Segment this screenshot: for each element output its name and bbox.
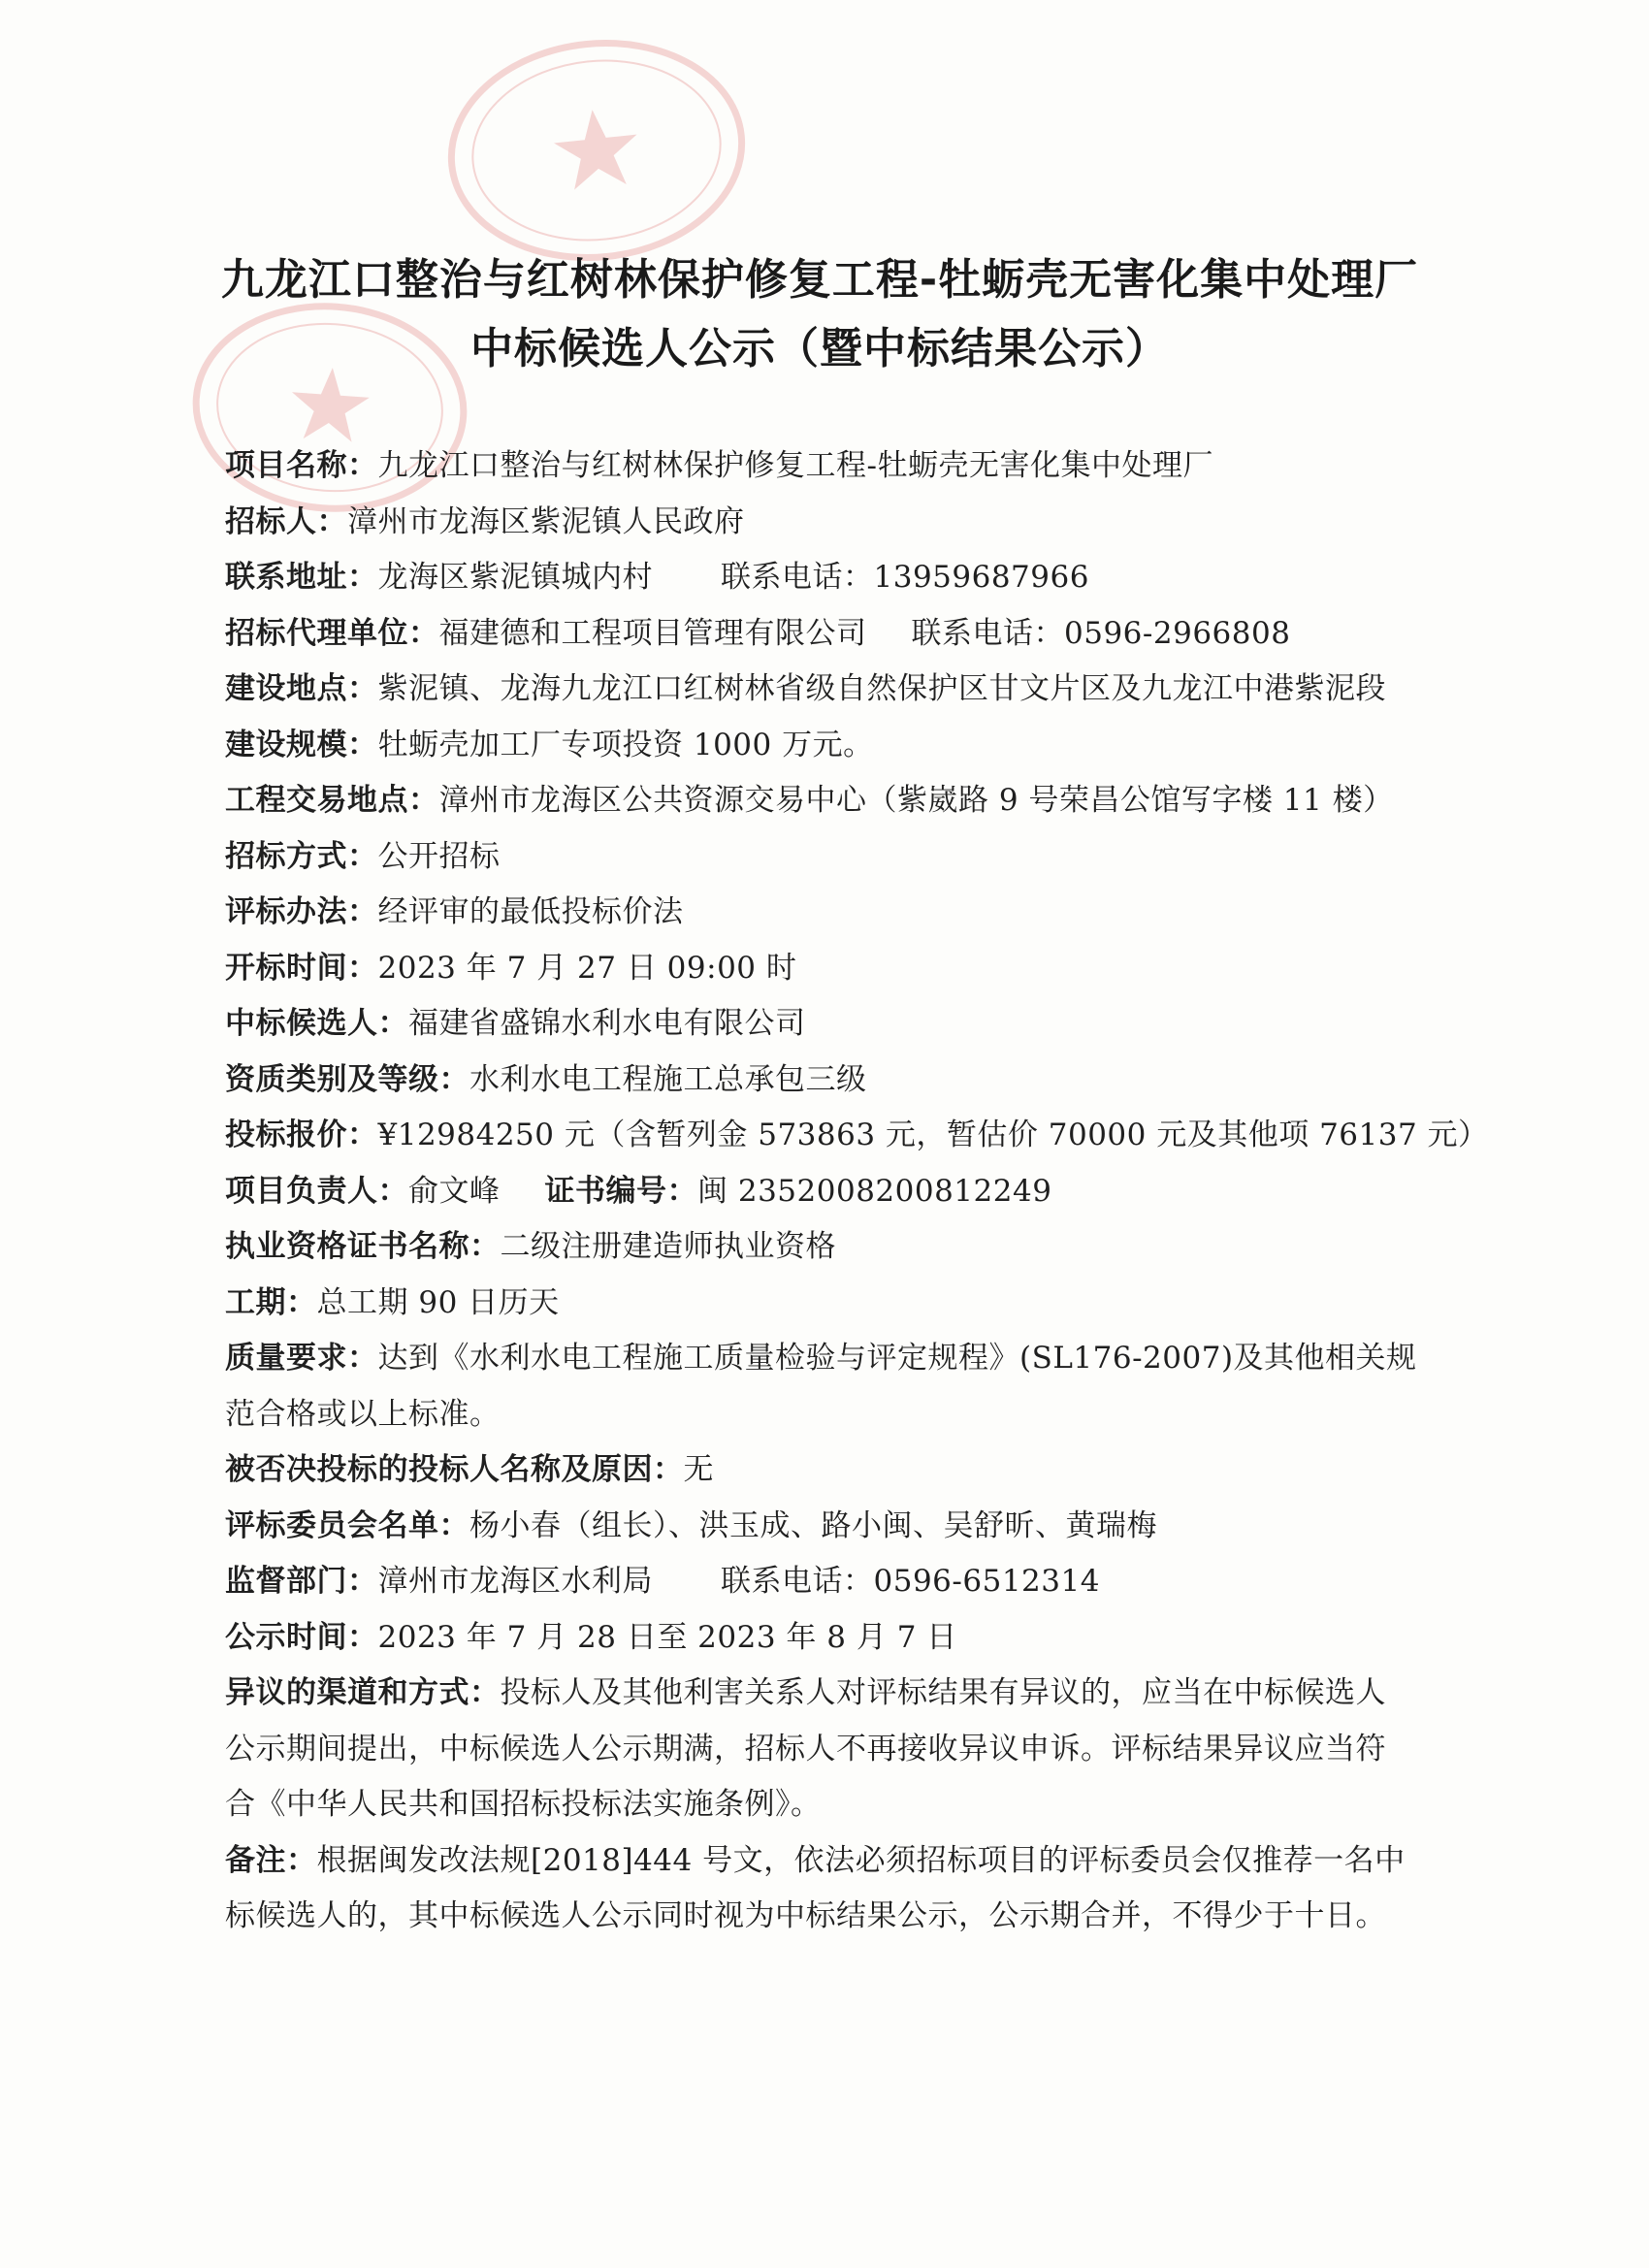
field-address: 联系地址：龙海区紫泥镇城内村 联系电话：13959687966 — [225, 560, 1089, 595]
field-site: 建设地点：紫泥镇、龙海九龙江口红树林省级自然保护区甘文片区及九龙江中港紫泥段 — [225, 671, 1386, 706]
document-title: 九龙江口整治与红树林保护修复工程-牡蛎壳无害化集中处理厂 — [220, 255, 1419, 305]
field-objection-cont: 公示期间提出，中标候选人公示期满，招标人不再接收异议申诉。评标结果异议应当符 — [225, 1731, 1386, 1766]
field-agency: 招标代理单位：福建德和工程项目管理有限公司 联系电话：0596-2966808 — [225, 615, 1291, 651]
field-remark-cont: 标候选人的，其中标候选人公示同时视为中标结果公示，公示期合并，不得少于十日。 — [225, 1898, 1386, 1933]
field-remark: 备注：根据闽发改法规[2018]444 号文，依法必须招标项目的评标委员会仅推荐一名中 — [225, 1842, 1406, 1878]
field-quality-cont: 范合格或以上标准。 — [225, 1396, 501, 1432]
field-candidate: 中标候选人：福建省盛锦水利水电有限公司 — [225, 1006, 806, 1041]
field-evaluation: 评标办法：经评审的最低投标价法 — [225, 894, 684, 929]
field-open-time: 开标时间：2023 年 7 月 27 日 09:00 时 — [225, 950, 797, 986]
document-subtitle: 中标候选人公示（暨中标结果公示） — [470, 324, 1169, 373]
field-objection: 异议的渠道和方式：投标人及其他利害关系人对评标结果有异议的，应当在中标候选人 — [225, 1675, 1386, 1710]
red-seal-stamp — [425, 17, 767, 282]
field-supervisor: 监督部门：漳州市龙海区水利局 联系电话：0596-6512314 — [225, 1564, 1100, 1599]
field-method: 招标方式：公开招标 — [225, 838, 501, 874]
field-qualification: 资质类别及等级：水利水电工程施工总承包三级 — [225, 1061, 867, 1097]
field-quality: 质量要求：达到《水利水电工程施工质量检验与评定规程》(SL176-2007)及其他相关规 — [225, 1341, 1417, 1376]
field-scale: 建设规模：牡蛎壳加工厂专项投资 1000 万元。 — [225, 727, 874, 762]
notice-body — [225, 438, 1489, 1945]
field-project-name: 项目名称：九龙江口整治与红树林保护修复工程-牡蛎壳无害化集中处理厂 — [225, 448, 1213, 483]
field-bid-price: 投标报价：¥12984250 元（含暂列金 573863 元，暂估价 70000 元及其他项 76137 元） — [225, 1118, 1489, 1152]
field-committee: 评标委员会名单：杨小春（组长）、洪玉成、路小闽、吴舒昕、黄瑞梅 — [225, 1507, 1157, 1543]
field-license: 执业资格证书名称：二级注册建造师执业资格 — [225, 1229, 836, 1264]
field-objection-cont: 合《中华人民共和国招标投标法实施条例》。 — [225, 1787, 822, 1822]
field-trade-place: 工程交易地点：漳州市龙海区公共资源交易中心（紫崴路 9 号荣昌公馆写字楼 11 楼） — [225, 783, 1394, 818]
field-duration: 工期：总工期 90 日历天 — [225, 1284, 560, 1320]
field-rejected: 被否决投标的投标人名称及原因：无 — [225, 1452, 714, 1487]
field-tenderer: 招标人：漳州市龙海区紫泥镇人民政府 — [225, 503, 745, 539]
field-manager: 项目负责人：俞文峰 证书编号：闽 2352008200812249 — [225, 1173, 1052, 1209]
field-publicity: 公示时间：2023 年 7 月 28 日至 2023 年 8 月 7 日 — [225, 1619, 957, 1655]
